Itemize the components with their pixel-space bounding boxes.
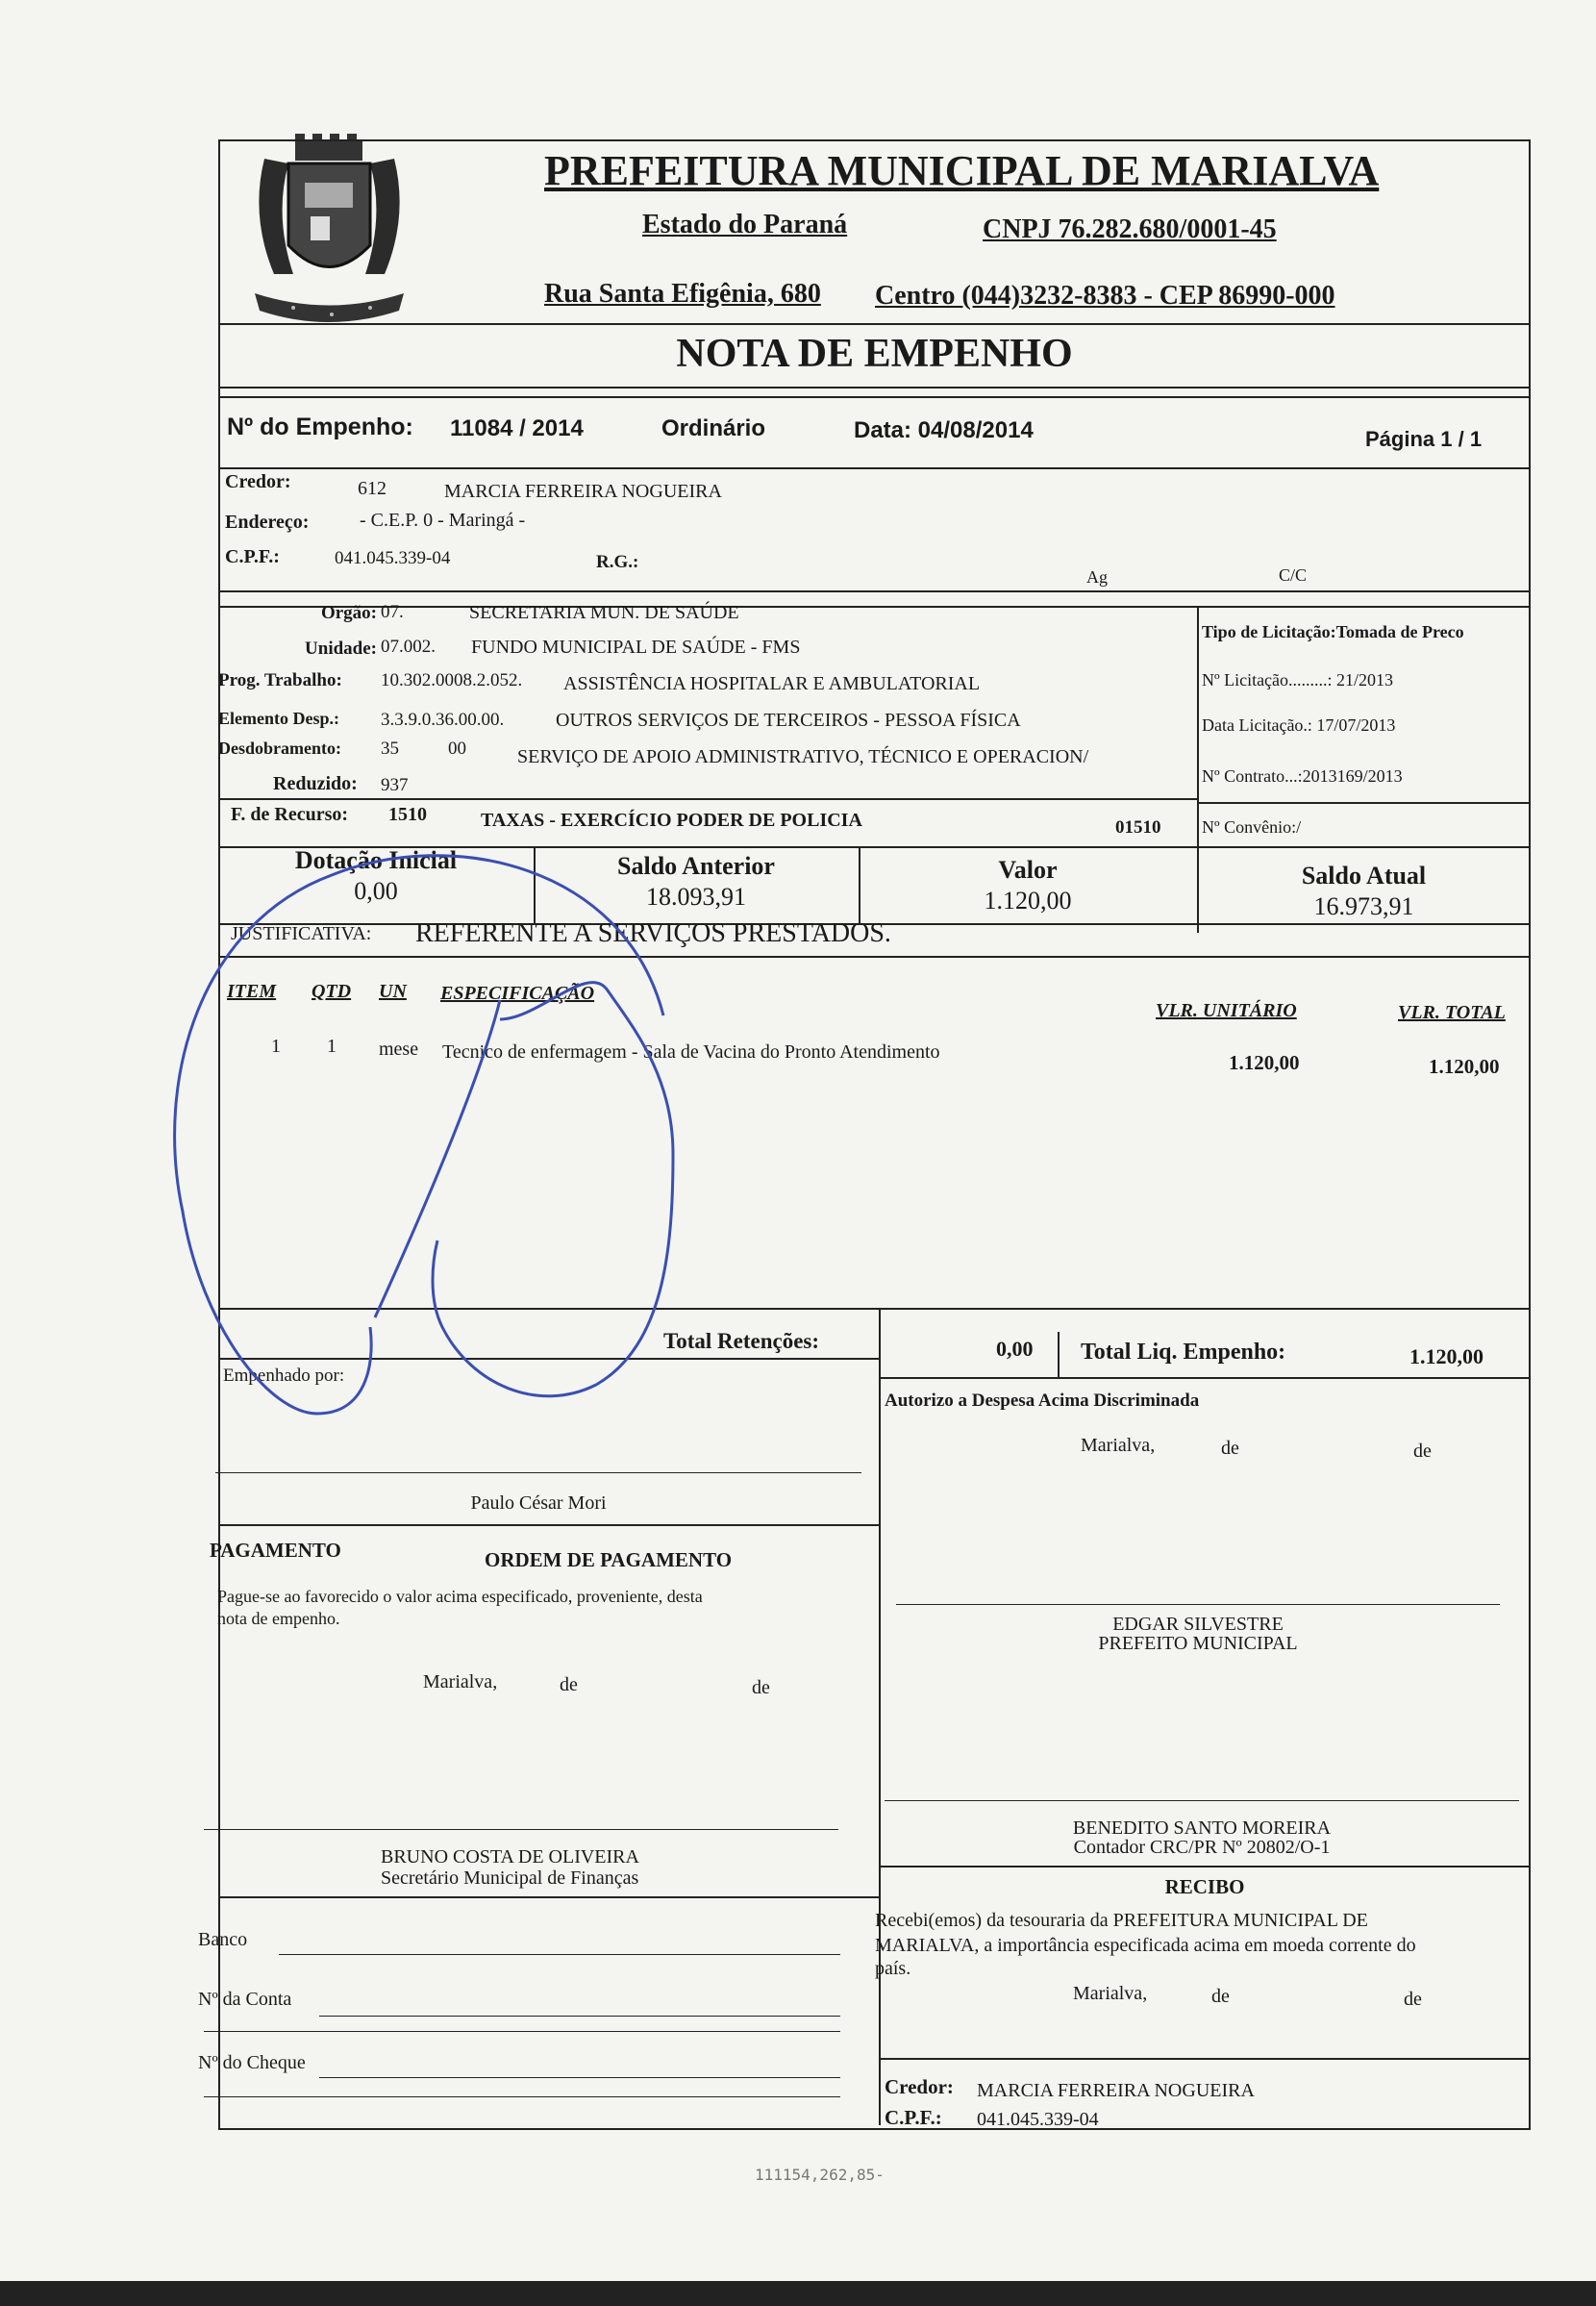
recibo-label: RECIBO bbox=[1164, 1875, 1245, 1898]
desdob-label: Desdobramento: bbox=[218, 739, 341, 758]
row-unit-value: 1.120,00 bbox=[1229, 1051, 1300, 1074]
col-un: UN bbox=[379, 981, 407, 1002]
elemento-name: OUTROS SERVIÇOS DE TERCEIROS - PESSOA FÍSICA bbox=[556, 710, 1021, 731]
signature-line bbox=[885, 1800, 1519, 1801]
licitacao-tipo: Tipo de Licitação:Tomada de Preco bbox=[1202, 622, 1464, 641]
autorizo-de2: de bbox=[1413, 1441, 1432, 1462]
divider bbox=[218, 1308, 1531, 1310]
credor-label: Credor: bbox=[225, 471, 291, 492]
saldo-anterior-label: Saldo Anterior bbox=[617, 852, 775, 880]
ag-label: Ag bbox=[1086, 567, 1108, 587]
justificativa-text: REFERENTE A SERVIÇOS PRESTADOS. bbox=[415, 918, 891, 948]
prefeito-role: PREFEITO MUNICIPAL bbox=[1098, 1633, 1298, 1654]
cheque-label: Nº do Cheque bbox=[198, 2052, 306, 2073]
unidade-name: FUNDO MUNICIPAL DE SAÚDE - FMS bbox=[471, 637, 801, 658]
divider bbox=[879, 1377, 1531, 1379]
divider bbox=[204, 2096, 840, 2097]
autorizo-label: Autorizo a Despesa Acima Discriminada bbox=[885, 1391, 1200, 1411]
signature-line bbox=[215, 1472, 861, 1473]
empenho-date: Data: 04/08/2014 bbox=[854, 417, 1034, 443]
cheque-line[interactable] bbox=[319, 2077, 840, 2078]
licitacao-data: Data Licitação.: 17/07/2013 bbox=[1202, 715, 1396, 735]
empenho-number: 11084 / 2014 bbox=[450, 415, 584, 441]
col-total-value: VLR. TOTAL bbox=[1398, 1002, 1506, 1023]
cpf-value: 041.045.339-04 bbox=[335, 548, 451, 568]
address-value: - C.E.P. 0 - Maringá - bbox=[360, 510, 526, 531]
row-qtd: 1 bbox=[327, 1036, 337, 1057]
col-spec: ESPECIFICAÇÃO bbox=[440, 983, 595, 1004]
bank-stamp-line: 111154,262,85- bbox=[755, 2166, 885, 2184]
empenhado-label: Empenhado por: bbox=[223, 1366, 345, 1386]
divider bbox=[204, 2031, 840, 2032]
footer-cpf-value: 041.045.339-04 bbox=[977, 2109, 1099, 2130]
empenho-label: Nº do Empenho: bbox=[227, 414, 413, 440]
orgao-name: SECRETARIA MUN. DE SAÚDE bbox=[469, 602, 739, 623]
pagamento-label: PAGAMENTO bbox=[210, 1539, 341, 1562]
divider bbox=[218, 323, 1531, 325]
liquido-label: Total Liq. Empenho: bbox=[1081, 1340, 1286, 1365]
signature-line bbox=[896, 1604, 1500, 1605]
recurso-number: 01510 bbox=[1115, 817, 1161, 838]
recibo-text-1: Recebi(emos) da tesouraria da PREFEITURA MUNICIPAL DE bbox=[875, 1910, 1368, 1931]
row-total-value: 1.120,00 bbox=[1429, 1055, 1500, 1078]
pagamento-de1: de bbox=[560, 1674, 578, 1695]
row-item: 1 bbox=[271, 1036, 281, 1057]
contador-role: Contador CRC/PR Nº 20802/O-1 bbox=[1073, 1837, 1331, 1858]
divider bbox=[218, 396, 1531, 398]
reduzido-label: Reduzido: bbox=[273, 773, 358, 794]
pagamento-de2: de bbox=[752, 1677, 770, 1698]
banco-label: Banco bbox=[198, 1929, 248, 1950]
desdob-sub: 00 bbox=[448, 739, 466, 759]
saldo-anterior-value: 18.093,91 bbox=[646, 883, 746, 911]
secretario-name: BRUNO COSTA DE OLIVEIRA bbox=[381, 1846, 639, 1867]
autorizo-place: Marialva, bbox=[1081, 1435, 1156, 1456]
prog-name: ASSISTÊNCIA HOSPITALAR E AMBULATORIAL bbox=[563, 673, 981, 694]
divider bbox=[218, 1524, 879, 1526]
licitacao-numero: Nº Licitação.........: 21/2013 bbox=[1202, 670, 1394, 689]
ordem-pagamento-label: ORDEM DE PAGAMENTO bbox=[485, 1548, 733, 1571]
rg-label: R.G.: bbox=[596, 552, 639, 572]
header-state: Estado do Paraná bbox=[642, 210, 848, 239]
reduzido-value: 937 bbox=[381, 775, 409, 795]
cc-label: C/C bbox=[1279, 565, 1308, 585]
header-cnpj: CNPJ 76.282.680/0001-45 bbox=[983, 214, 1277, 244]
recibo-de2: de bbox=[1404, 1989, 1422, 2010]
divider bbox=[879, 1866, 1531, 1867]
justificativa-label: JUSTIFICATIVA: bbox=[231, 923, 372, 944]
recibo-de1: de bbox=[1211, 1986, 1230, 2007]
divider bbox=[1058, 1332, 1060, 1377]
divider bbox=[218, 590, 1531, 592]
prog-label: Prog. Trabalho: bbox=[218, 670, 342, 690]
doc-title: NOTA DE EMPENHO bbox=[676, 332, 1073, 376]
licitacao-convenio: Nº Convênio:/ bbox=[1202, 817, 1302, 837]
contador-name: BENEDITO SANTO MOREIRA bbox=[1072, 1817, 1332, 1839]
recurso-label: F. de Recurso: bbox=[231, 804, 349, 825]
divider bbox=[218, 467, 1531, 469]
header-address: Centro (044)3232-8383 - CEP 86990-000 bbox=[875, 281, 1335, 311]
recibo-text-3: país. bbox=[875, 1958, 911, 1979]
retencoes-value: 0,00 bbox=[996, 1337, 1034, 1361]
footer-credor-label: Credor: bbox=[885, 2075, 954, 2098]
orgao-label: Orgão: bbox=[320, 603, 377, 623]
valor-label: Valor bbox=[998, 856, 1058, 884]
header-street: Rua Santa Efigênia, 680 bbox=[544, 279, 821, 309]
liquido-value: 1.120,00 bbox=[1409, 1344, 1484, 1368]
unidade-code: 07.002. bbox=[381, 637, 436, 657]
divider bbox=[879, 1308, 881, 2125]
address-label: Endereço: bbox=[225, 512, 310, 533]
prefeito-name: EDGAR SILVESTRE bbox=[1112, 1614, 1284, 1635]
footer-credor-name: MARCIA FERREIRA NOGUEIRA bbox=[977, 2080, 1255, 2101]
conta-label: Nº da Conta bbox=[198, 1989, 292, 2010]
autorizo-de1: de bbox=[1221, 1438, 1239, 1459]
recurso-code: 1510 bbox=[388, 804, 427, 825]
unidade-label: Unidade: bbox=[305, 639, 377, 659]
saldo-atual-value: 16.973,91 bbox=[1313, 892, 1414, 920]
elemento-code: 3.3.9.0.36.00.00. bbox=[381, 710, 505, 730]
orgao-code: 07. bbox=[381, 602, 404, 622]
recibo-place: Marialva, bbox=[1073, 1983, 1148, 2004]
saldo-atual-label: Saldo Atual bbox=[1301, 862, 1427, 890]
col-unit-value: VLR. UNITÁRIO bbox=[1156, 1000, 1297, 1021]
divider bbox=[218, 606, 1531, 608]
dotacao-label: Dotação Inicial bbox=[294, 846, 458, 874]
credor-code: 612 bbox=[358, 478, 387, 499]
page-number: Página 1 / 1 bbox=[1365, 427, 1483, 451]
elemento-label: Elemento Desp.: bbox=[218, 709, 339, 728]
divider bbox=[218, 956, 1531, 958]
row-un: mese bbox=[379, 1039, 419, 1060]
cpf-label: C.P.F.: bbox=[225, 546, 280, 567]
divider bbox=[218, 387, 1531, 389]
divider bbox=[218, 1358, 879, 1360]
licitacao-contrato: Nº Contrato...:2013169/2013 bbox=[1202, 766, 1403, 786]
pagamento-place: Marialva, bbox=[423, 1671, 498, 1692]
prog-code: 10.302.0008.2.052. bbox=[381, 670, 523, 690]
retencoes-label: Total Retenções: bbox=[663, 1329, 820, 1353]
conta-line[interactable] bbox=[319, 2016, 840, 2017]
recibo-text-2: MARIALVA, a importância especificada acima em moeda corrente do bbox=[875, 1935, 1416, 1956]
divider bbox=[218, 1896, 879, 1898]
scan-border bbox=[0, 2281, 1596, 2306]
col-qtd: QTD bbox=[312, 981, 352, 1002]
pagamento-text-2: nota de empenho. bbox=[217, 1609, 340, 1628]
signature-line bbox=[204, 1829, 838, 1830]
row-spec: Tecnico de enfermagem - Sala de Vacina do Pronto Atendimento bbox=[442, 1041, 940, 1063]
footer-cpf-label: C.P.F.: bbox=[885, 2106, 942, 2129]
divider bbox=[218, 798, 1197, 800]
banco-line[interactable] bbox=[279, 1954, 840, 1955]
desdob-name: SERVIÇO DE APOIO ADMINISTRATIVO, TÉCNICO E OPERACION/ bbox=[517, 746, 1089, 767]
recurso-name: TAXAS - EXERCÍCIO PODER DE POLICIA bbox=[481, 810, 862, 831]
empenho-kind: Ordinário bbox=[661, 415, 766, 441]
credor-name: MARCIA FERREIRA NOGUEIRA bbox=[444, 481, 722, 502]
pagamento-text-1: Pague-se ao favorecido o valor acima especificado, proveniente, desta bbox=[217, 1587, 703, 1606]
secretario-role: Secretário Municipal de Finanças bbox=[381, 1867, 639, 1889]
divider bbox=[879, 2058, 1531, 2060]
col-item: ITEM bbox=[227, 981, 277, 1002]
divider bbox=[1197, 802, 1531, 804]
dotacao-value: 0,00 bbox=[354, 877, 398, 905]
empenhado-signer: Paulo César Mori bbox=[470, 1492, 607, 1514]
desdob-code: 35 bbox=[381, 739, 399, 759]
header-title: PREFEITURA MUNICIPAL DE MARIALVA bbox=[544, 147, 1380, 194]
valor-value: 1.120,00 bbox=[984, 887, 1072, 915]
